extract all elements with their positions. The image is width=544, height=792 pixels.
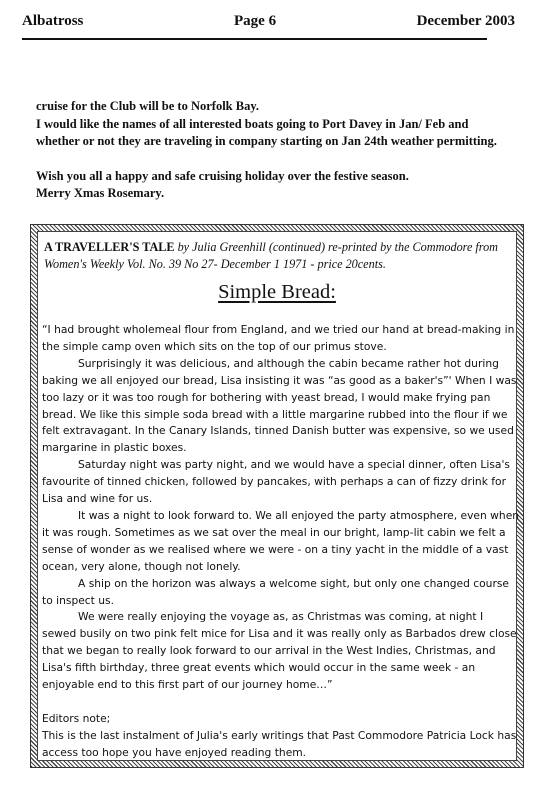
article-body — [42, 322, 520, 762]
article-label: A TRAVELLER'S TALE — [44, 240, 175, 254]
article-byline: by Julia Greenhill (continued) re-printed by the Commodore from Women's Weekly Vol. No. 39 No 27- December 1 1971 - price 20cents. — [44, 240, 498, 271]
page-number: Page 6 — [234, 13, 277, 29]
publication-name: Albatross — [22, 13, 84, 29]
page-header — [22, 13, 519, 39]
story-paragraph: Saturday night was party night, and we would have a special dinner, often Lisa's favourite of tinned chicken, followed by pancakes, with perhaps a can of fizzy drink for Lisa and wine for us. — [42, 458, 510, 506]
story-paragraph: It was a night to look forward to. We all enjoyed the party atmosphere, even when it was rough. Sometimes as we sat over the meal in our bright, lamp-lit cabin we felt a sense of wonder as we realised where we were - on a tiny yacht in the middle of a vast ocean, very alone, though not lonely. — [42, 508, 520, 573]
editors-note: This is the last instalment of Julia's early writings that Past Commodore Patricia Lock has access too hope you have enjoyed reading them. — [42, 728, 517, 759]
story-paragraph: A ship on the horizon was always a welcome sight, but only one changed course to inspect us. — [42, 576, 509, 607]
article-title — [38, 281, 516, 304]
intro-text — [36, 98, 512, 203]
article-border — [30, 224, 524, 768]
closing-line: Wish you all a happy and safe cruising holiday over the festive season. — [36, 168, 409, 183]
article-box — [37, 231, 520, 761]
header-rule — [22, 38, 487, 40]
intro-line: cruise for the Club will be to Norfolk Bay. — [36, 99, 260, 113]
issue-date: December 2003 — [416, 13, 515, 29]
article-heading — [44, 239, 518, 272]
closing-signoff: Merry Xmas Rosemary. — [36, 186, 165, 201]
article-title-text: Simple Bread: — [218, 281, 336, 303]
story-paragraph: We were really enjoying the voyage as, as Christmas was coming, at night I sewed busily on two pink felt mice for Lisa and it was really only as Barbados drew close that we began to really look forward to our arrival in the West Indies, Christmas, and Lisa's fifth birthday, three great events which would occur in the same week - an enjoyable end to this first part of our journey home…” — [42, 610, 517, 692]
intro-line: I would like the names of all interested boats going to Port Davey in Jan/ Feb and whether or not they are traveling in company starting on Jan 24th weather permitting. — [36, 116, 497, 149]
editors-note-label: Editors note; — [42, 711, 111, 725]
story-paragraph: “I had brought wholemeal flour from England, and we tried our hand at bread-making in the simple camp oven which sits on the top of our primus stove. — [42, 323, 515, 353]
story-paragraph: Surprisingly it was delicious, and although the cabin became rather hot during baking we all enjoyed our bread, Lisa insisting it was “as good as a baker's”' When I was too lazy or it was too rough for bothering with yeast bread, I would make frying pan bread. We like this simple soda bread with a little margarine rubbed into the flour if we felt extravagant. In the Canary Islands, tinned Danish butter was expensive, so we used margarine in plastic boxes. — [42, 356, 517, 455]
